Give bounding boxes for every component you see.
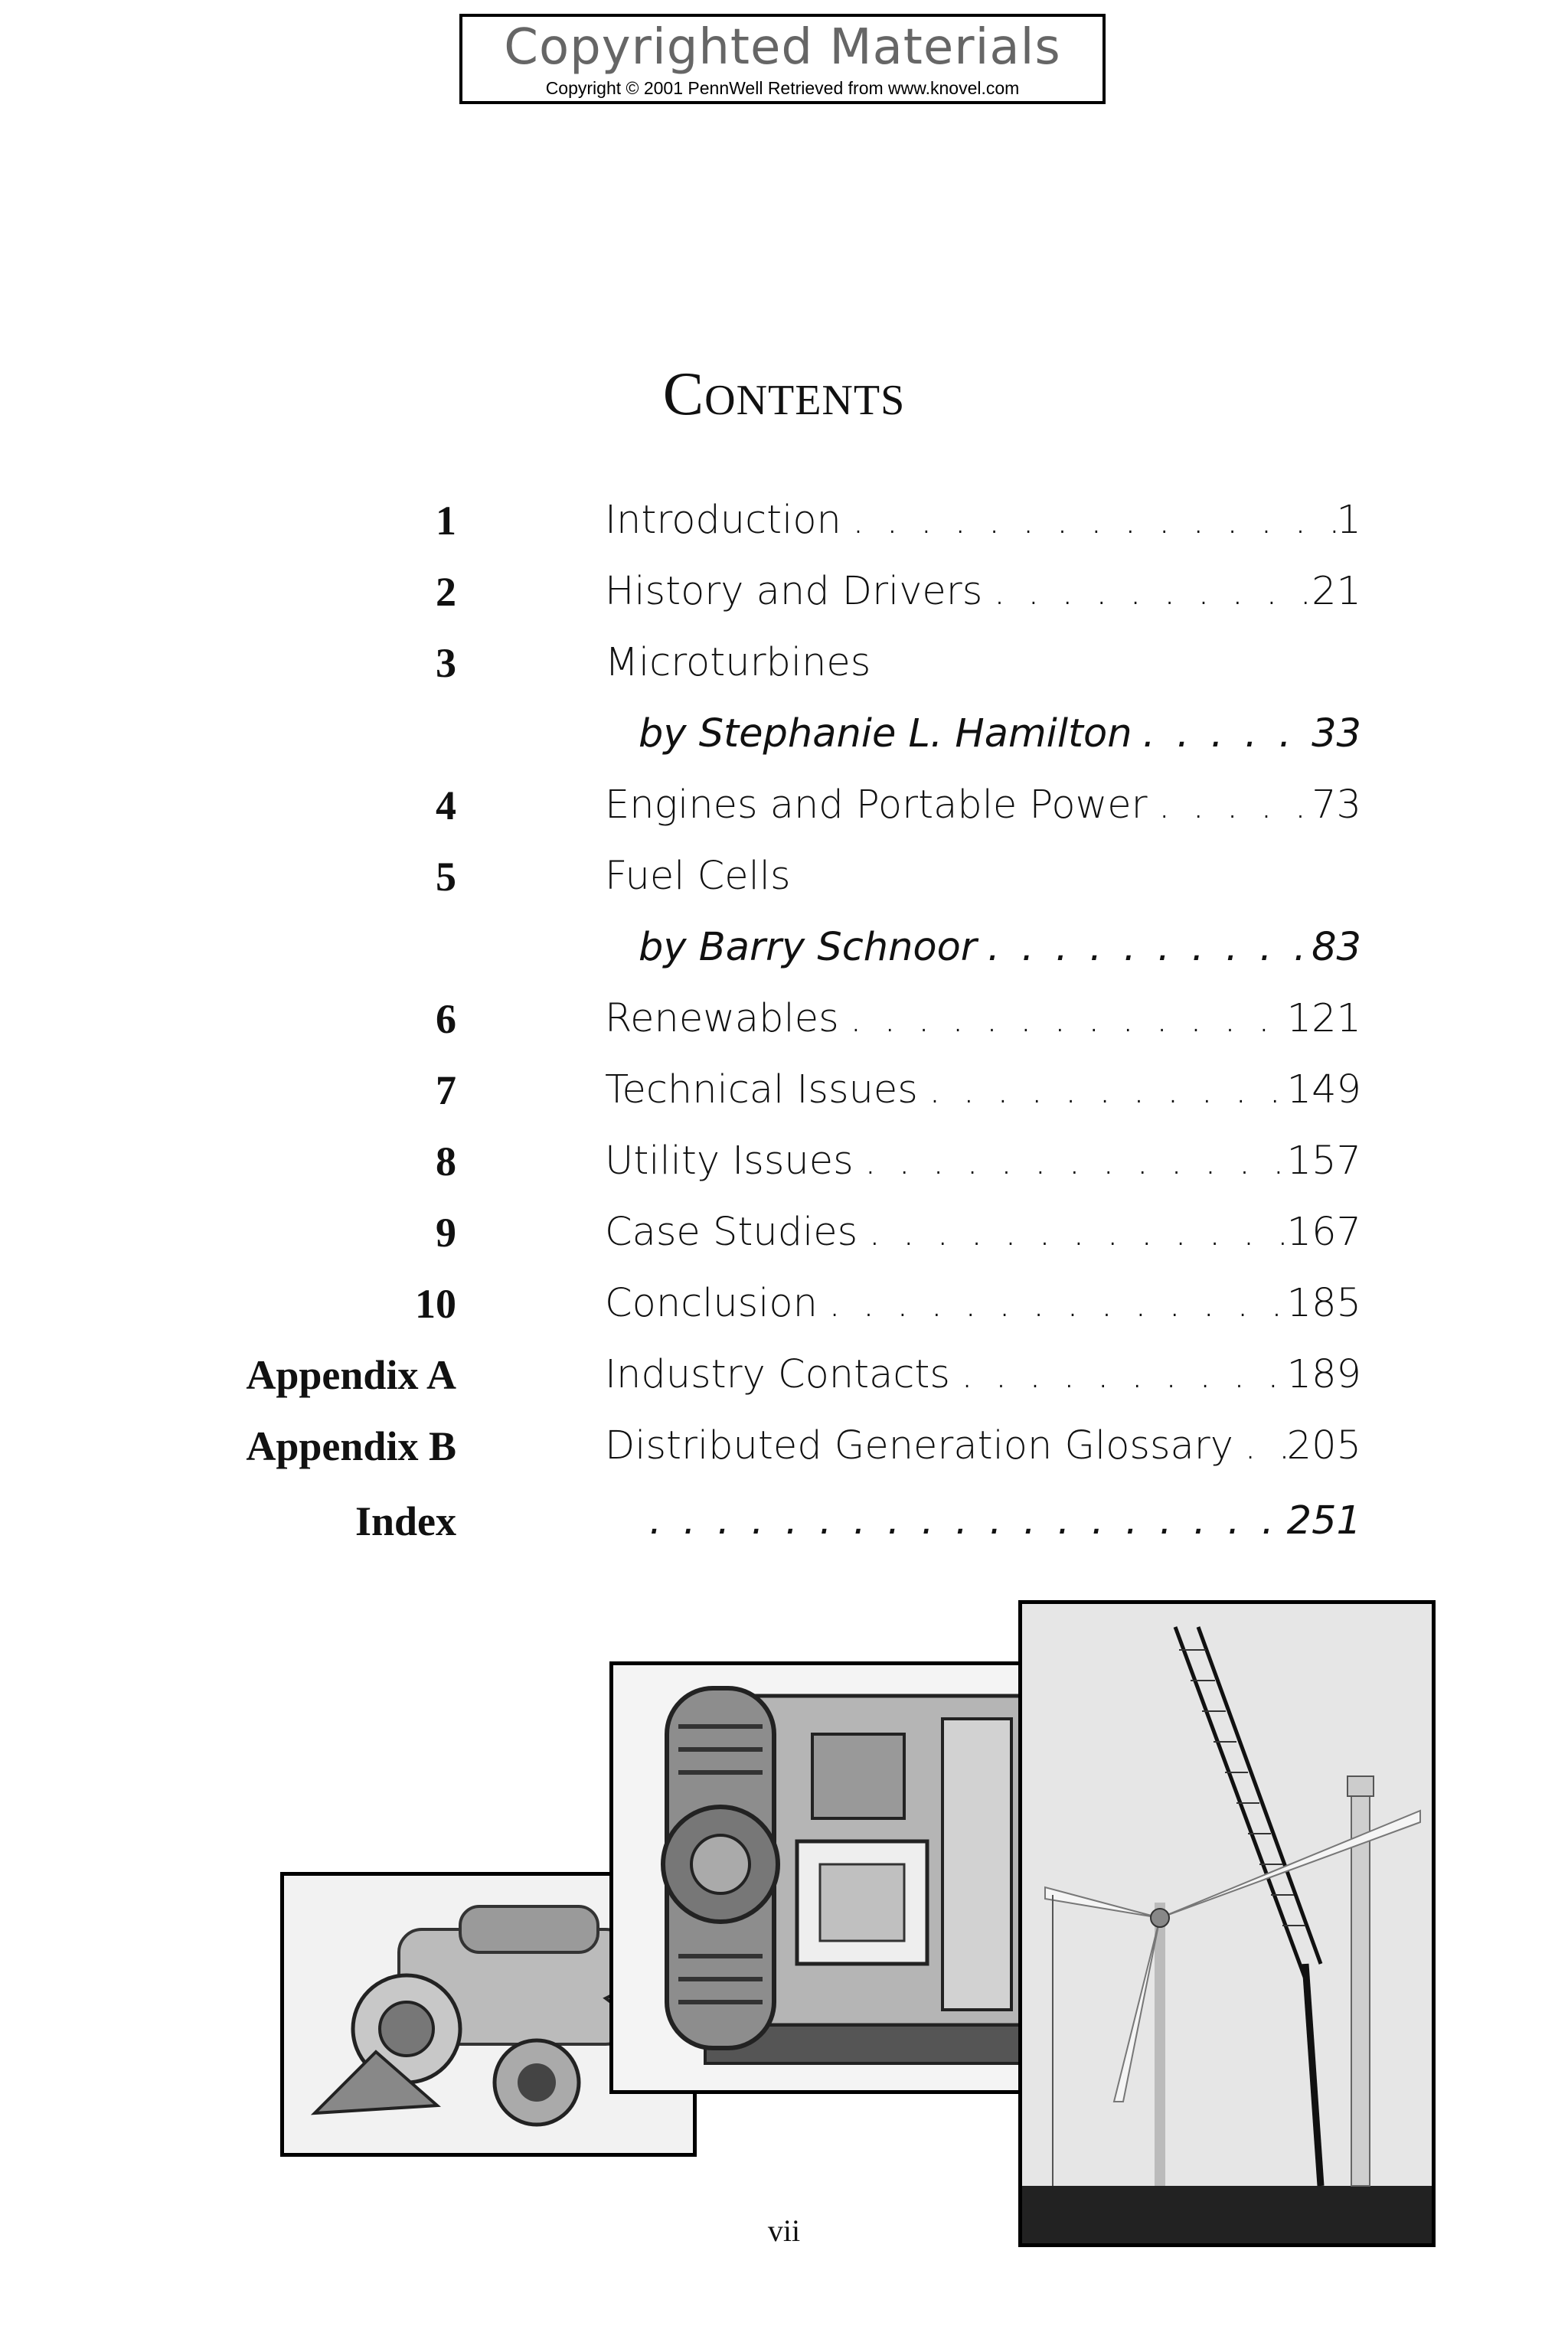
- toc-title: Microturbines: [605, 640, 871, 685]
- page-title: Contents: [662, 361, 906, 428]
- toc-number: Index: [354, 1498, 456, 1544]
- toc-row: [0, 707, 1568, 761]
- toc-row: [0, 921, 1568, 975]
- toc-number: 8: [436, 1138, 456, 1184]
- toc-page: 73: [1312, 782, 1361, 828]
- page-number: vii: [767, 2213, 801, 2248]
- leader-dots: [961, 1348, 1287, 1402]
- toc-title: Case Studies: [605, 1210, 858, 1255]
- toc-entry[interactable]: [605, 494, 1361, 547]
- toc-title: Renewables: [605, 996, 839, 1041]
- leader-dots: [1158, 779, 1312, 832]
- leader-dots: [828, 1277, 1287, 1331]
- toc-entry[interactable]: [639, 1494, 1361, 1548]
- toc-row: [0, 1494, 1568, 1548]
- toc-page: 185: [1286, 1281, 1361, 1326]
- toc-title: [639, 1494, 649, 1548]
- toc-row: [0, 1277, 1568, 1331]
- toc-entry[interactable]: [605, 636, 1361, 690]
- engine-generator-photo: [609, 1661, 1060, 2094]
- toc-title: Fuel Cells: [605, 854, 791, 899]
- leader-dots: [868, 1206, 1286, 1259]
- leader-dots: [649, 1494, 1287, 1548]
- toc-number: 7: [436, 1067, 456, 1113]
- leader-dots: [864, 1135, 1287, 1188]
- toc-page: 83: [1312, 925, 1361, 970]
- toc-entry[interactable]: [605, 992, 1361, 1046]
- toc-row: [0, 1063, 1568, 1117]
- toc-entry[interactable]: [605, 850, 1361, 903]
- engine-generator-illustration: [613, 1665, 1056, 2090]
- toc-row: [0, 850, 1568, 903]
- toc-entry[interactable]: [605, 1135, 1361, 1188]
- toc-entry[interactable]: [605, 1419, 1361, 1473]
- toc-row: [0, 992, 1568, 1046]
- toc-title: Industry Contacts: [605, 1352, 950, 1397]
- leader-dots: [929, 1063, 1287, 1117]
- toc-title: Utility Issues: [605, 1138, 854, 1184]
- toc-page: 251: [1286, 1498, 1361, 1544]
- toc-page: 205: [1286, 1423, 1361, 1468]
- toc-page: 149: [1286, 1067, 1361, 1112]
- toc-page: 167: [1286, 1210, 1361, 1255]
- stamp-title: Copyrighted Materials: [504, 19, 1061, 76]
- copyright-stamp: [459, 14, 1106, 104]
- toc-entry[interactable]: [605, 1063, 1361, 1117]
- toc-entry[interactable]: [605, 565, 1361, 619]
- leader-dots: [1244, 1419, 1287, 1473]
- toc-title: Technical Issues: [605, 1067, 918, 1112]
- wind-turbine-photo: [1018, 1600, 1436, 2247]
- toc-number: Appendix A: [246, 1352, 456, 1398]
- toc-title: Distributed Generation Glossary: [605, 1423, 1233, 1468]
- toc-title: History and Drivers: [605, 569, 983, 614]
- toc-page: 33: [1312, 711, 1361, 756]
- toc-entry[interactable]: [639, 921, 1361, 975]
- toc-number: 10: [415, 1281, 456, 1327]
- toc-number: 1: [436, 498, 456, 544]
- leader-dots: [988, 921, 1312, 975]
- toc-row: [0, 636, 1568, 690]
- toc-row: [0, 1135, 1568, 1188]
- toc-entry[interactable]: [605, 1348, 1361, 1402]
- toc-row: [0, 565, 1568, 619]
- toc-page: 1: [1336, 498, 1361, 543]
- toc-entry[interactable]: [605, 779, 1361, 832]
- toc-entry[interactable]: [605, 1277, 1361, 1331]
- toc-row: [0, 1348, 1568, 1402]
- toc-number: 3: [436, 640, 456, 686]
- toc-page: 157: [1286, 1138, 1361, 1184]
- toc-title: Introduction: [605, 498, 841, 543]
- toc-title: by Barry Schnoor: [639, 925, 977, 970]
- toc-title: by Stephanie L. Hamilton: [639, 711, 1132, 756]
- toc-number: 5: [436, 854, 456, 900]
- toc-entry[interactable]: [605, 1206, 1361, 1259]
- leader-dots: [850, 992, 1287, 1046]
- leader-dots: [1143, 707, 1312, 761]
- toc-number: 4: [436, 782, 456, 828]
- toc-row: [0, 779, 1568, 832]
- toc-number: 9: [436, 1210, 456, 1256]
- toc-title: Engines and Portable Power: [605, 782, 1148, 828]
- toc-title: Conclusion: [605, 1281, 818, 1326]
- wind-turbine-illustration: [1022, 1604, 1432, 2243]
- toc-row: [0, 494, 1568, 547]
- leader-dots: [852, 494, 1337, 547]
- stamp-subtitle: Copyright © 2001 PennWell Retrieved from www.knovel.com: [545, 78, 1020, 98]
- toc-page: 121: [1286, 996, 1361, 1041]
- leader-dots: [993, 565, 1312, 619]
- toc-page: 21: [1312, 569, 1361, 614]
- toc-number: 2: [436, 569, 456, 615]
- toc-number: Appendix B: [246, 1423, 456, 1469]
- toc-page: 189: [1286, 1352, 1361, 1397]
- toc-row: [0, 1206, 1568, 1259]
- toc-row: [0, 1419, 1568, 1473]
- toc-number: 6: [436, 996, 456, 1042]
- toc-entry[interactable]: [639, 707, 1361, 761]
